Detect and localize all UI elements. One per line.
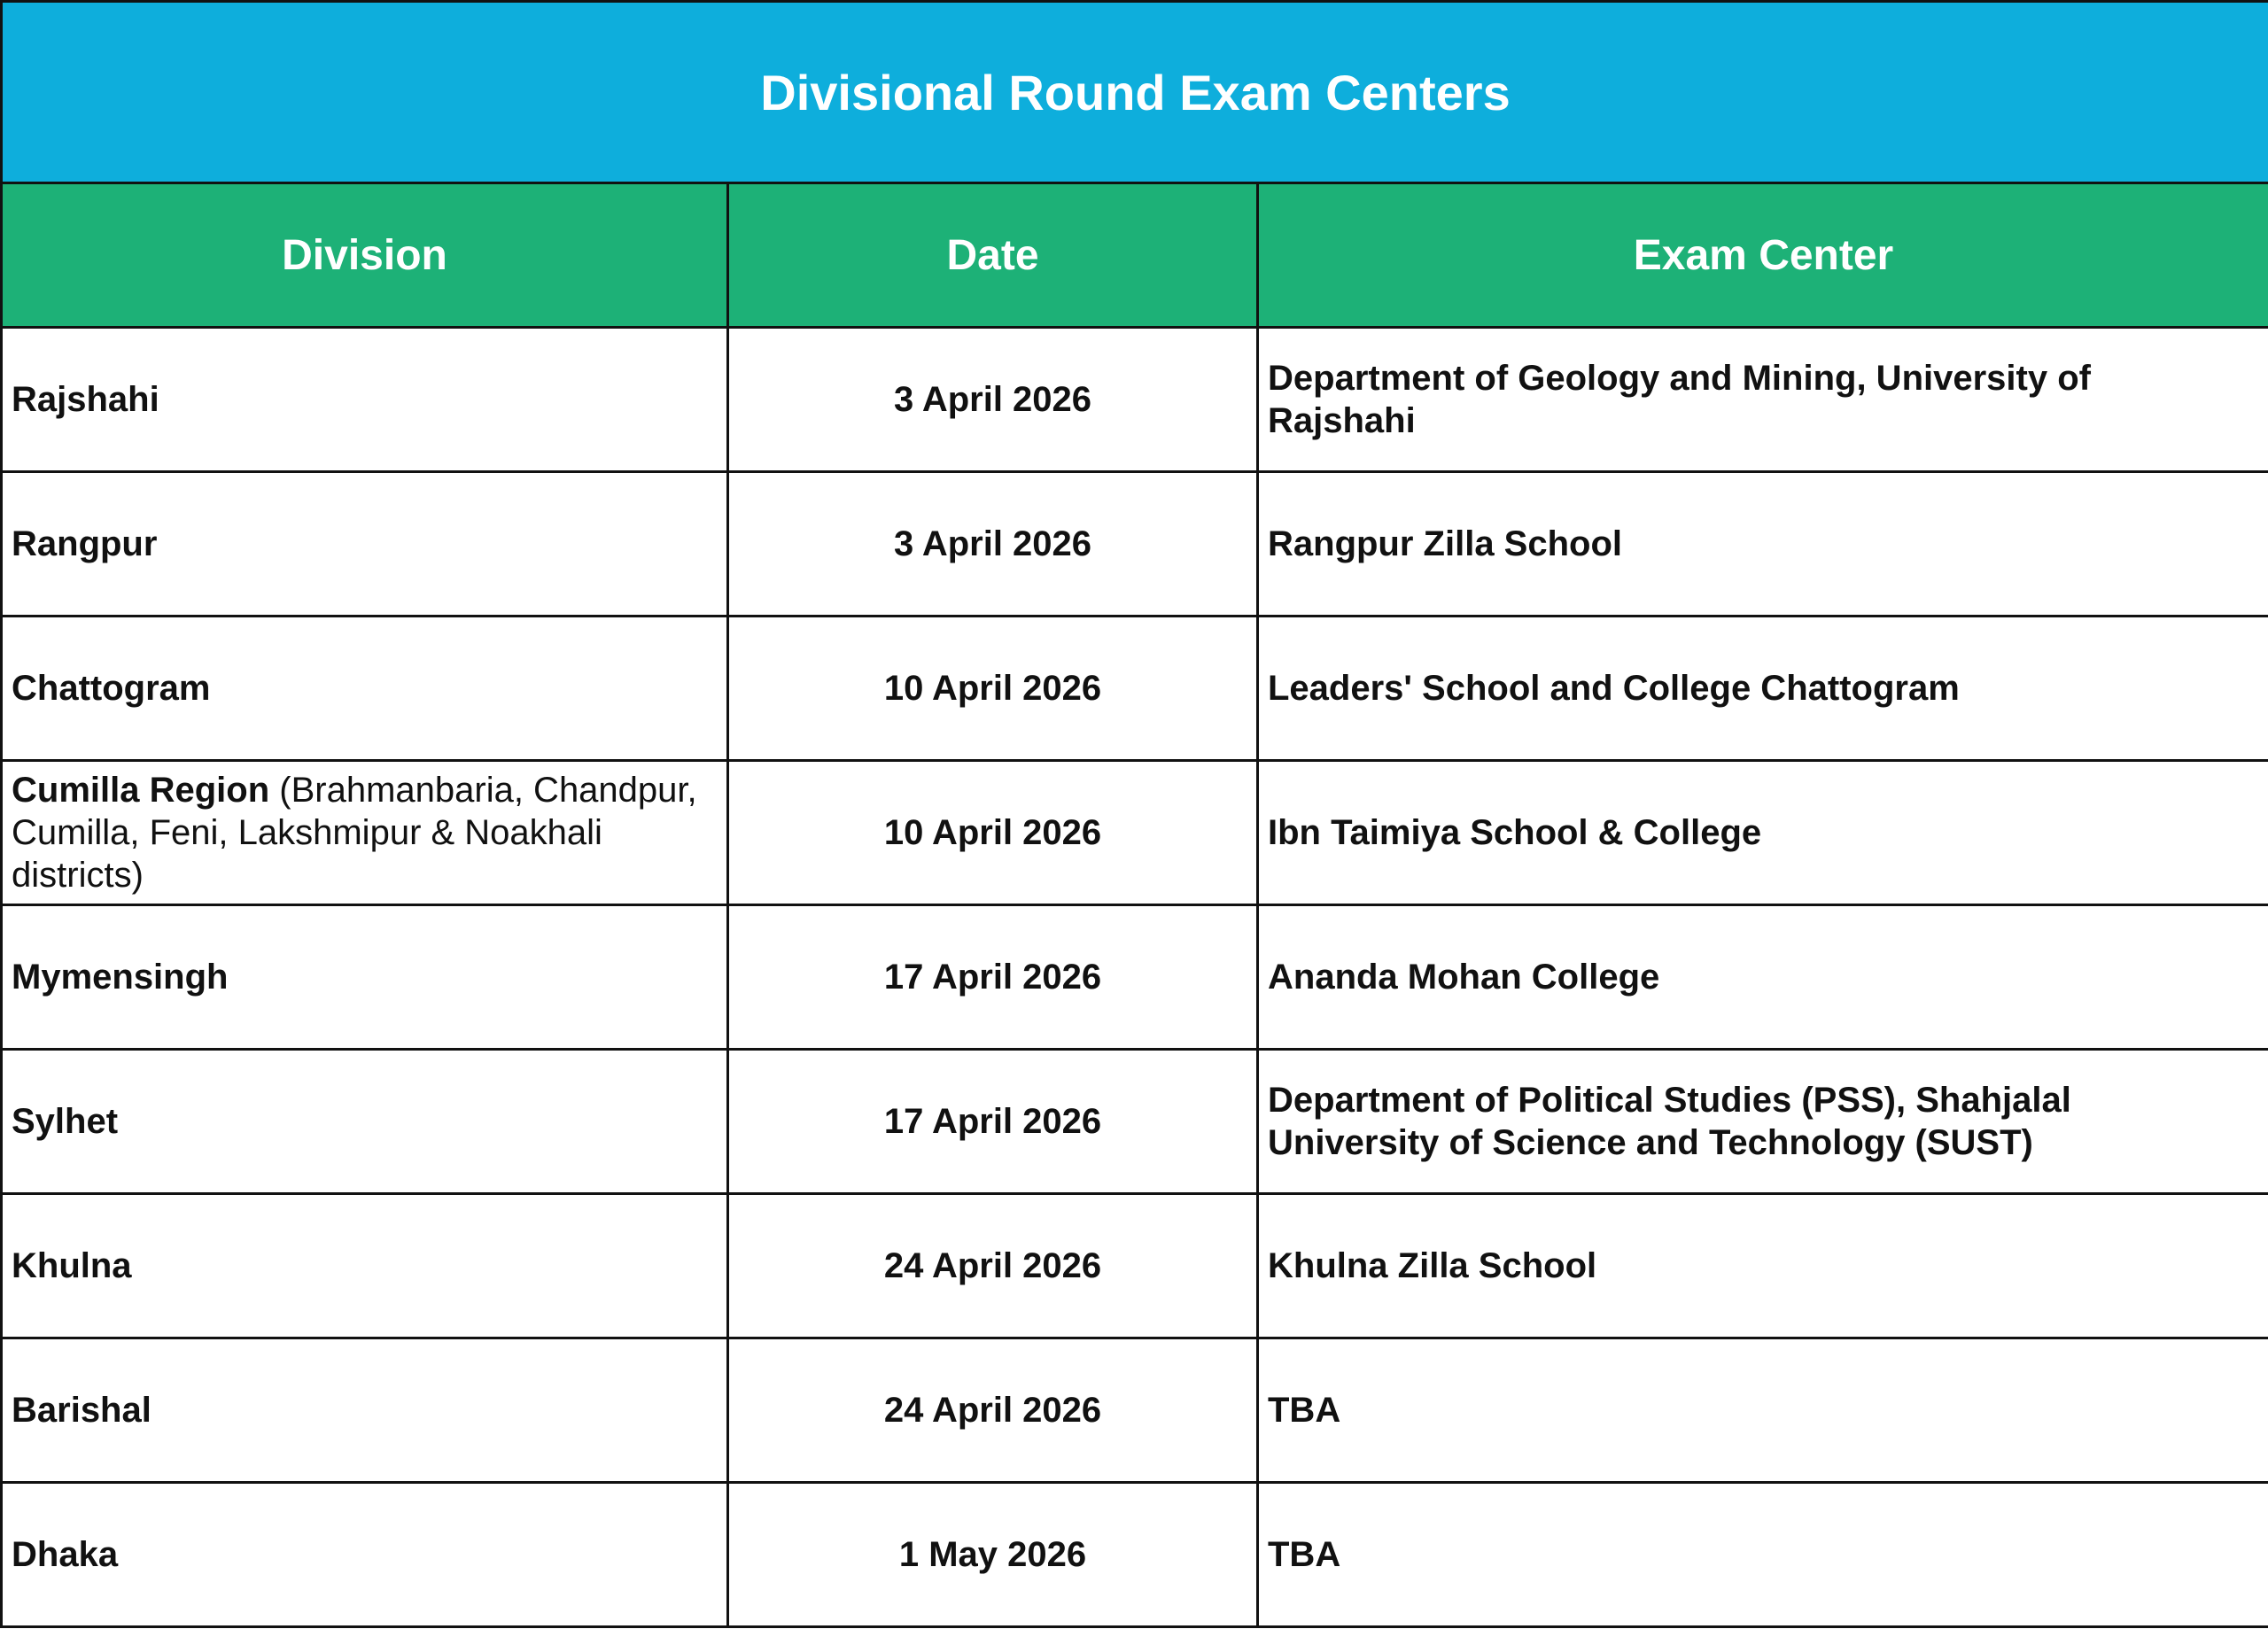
division-cell [2, 1050, 728, 1194]
date-cell: 3 April 2026 [728, 472, 1258, 617]
division-name: Rangpur [12, 524, 158, 563]
date-cell: 24 April 2026 [728, 1194, 1258, 1338]
title-row [2, 2, 2268, 183]
date-cell: 24 April 2026 [728, 1338, 1258, 1483]
table-row [2, 905, 2268, 1050]
division-name: Barishal [12, 1391, 151, 1430]
table-row [2, 1483, 2268, 1627]
division-note: (Brahmanbaria, Chandpur, Cumilla, Feni, Lakshmipur & Noakhali districts) [12, 771, 697, 895]
division-name: Khulna [12, 1246, 132, 1285]
division-name: Dhaka [12, 1535, 119, 1574]
date-cell: 10 April 2026 [728, 761, 1258, 905]
table-row [2, 1194, 2268, 1338]
division-cell [2, 617, 728, 761]
table-row [2, 328, 2268, 472]
division-name: Sylhet [12, 1102, 119, 1141]
date-cell: 17 April 2026 [728, 905, 1258, 1050]
division-cell [2, 1338, 728, 1483]
exam-center-cell: TBA [1258, 1338, 2268, 1483]
division-cell [2, 1194, 728, 1338]
exam-center-cell: Department of Political Studies (PSS), Shahjalal University of Science and Technology (SUST) [1258, 1050, 2268, 1194]
exam-center-cell: Department of Geology and Mining, University of Rajshahi [1258, 328, 2268, 472]
date-cell: 10 April 2026 [728, 617, 1258, 761]
division-cell [2, 761, 728, 905]
exam-center-cell: Leaders' School and College Chattogram [1258, 617, 2268, 761]
division-name: Cumilla Region [12, 771, 270, 810]
division-cell [2, 1483, 728, 1627]
table-row [2, 472, 2268, 617]
division-cell [2, 328, 728, 472]
column-header-division: Division [2, 183, 728, 328]
table-row [2, 761, 2268, 905]
column-header-exam-center: Exam Center [1258, 183, 2268, 328]
table-title: Divisional Round Exam Centers [2, 2, 2268, 183]
exam-center-cell: Khulna Zilla School [1258, 1194, 2268, 1338]
division-name: Mymensingh [12, 958, 229, 997]
column-header-date: Date [728, 183, 1258, 328]
date-cell: 3 April 2026 [728, 328, 1258, 472]
table-row [2, 1338, 2268, 1483]
date-cell: 17 April 2026 [728, 1050, 1258, 1194]
division-name: Rajshahi [12, 380, 159, 419]
exam-center-cell: Ananda Mohan College [1258, 905, 2268, 1050]
division-cell [2, 905, 728, 1050]
division-cell [2, 472, 728, 617]
division-name: Chattogram [12, 669, 211, 708]
table-row [2, 1050, 2268, 1194]
exam-center-cell: TBA [1258, 1483, 2268, 1627]
header-row [2, 183, 2268, 328]
date-cell: 1 May 2026 [728, 1483, 1258, 1627]
table-row [2, 617, 2268, 761]
exam-center-cell: Rangpur Zilla School [1258, 472, 2268, 617]
exam-center-cell: Ibn Taimiya School & College [1258, 761, 2268, 905]
